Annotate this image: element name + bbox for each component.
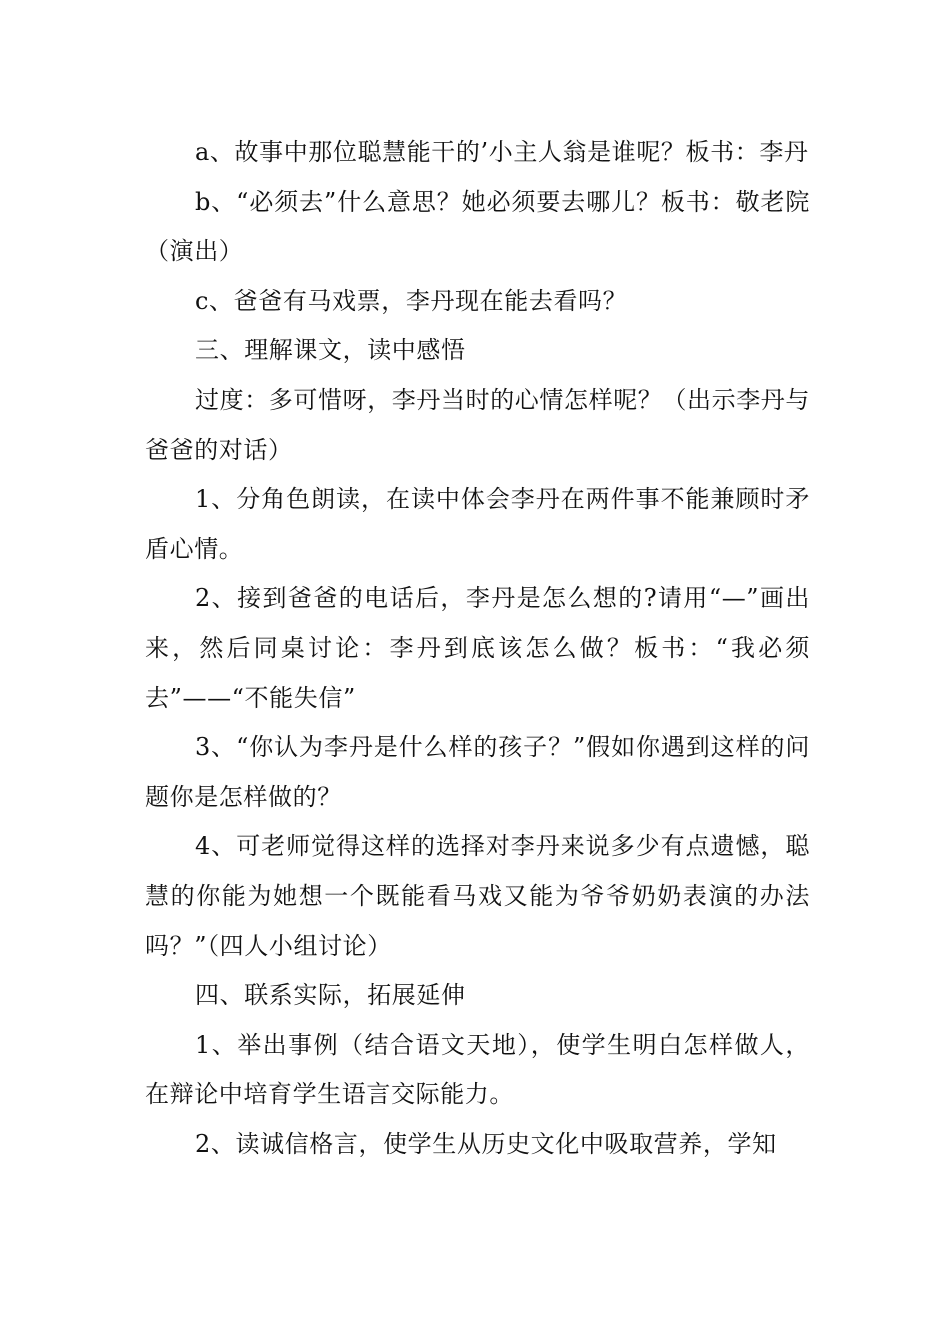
paragraph-item-5: 1、举出事例（结合语文天地），使学生明白怎样做人，在辩论中培育学生语言交际能力。	[145, 1030, 810, 1109]
paragraph-2: b、“必须去”什么意思？她必须要去哪儿？板书：敬老院（演出）	[145, 187, 810, 266]
paragraph-item-6: 2、读诚信格言，使学生从历史文化中吸取营养，学知	[195, 1129, 777, 1158]
paragraph-item-1: 1、分角色朗读，在读中体会李丹在两件事不能兼顾时矛盾心情。	[145, 485, 810, 563]
document-body	[145, 128, 810, 1169]
paragraph-item-3: 3、“你认为李丹是什么样的孩子？”假如你遇到这样的问题你是怎样做的？	[145, 733, 810, 811]
paragraph-1: a、故事中那位聪慧能干的’小主人翁是谁呢？板书：李丹	[195, 138, 809, 166]
paragraph-transition: 过度：多可惜呀，李丹当时的心情怎样呢？（出示李丹与爸爸的对话）	[145, 385, 810, 464]
section-heading-3: 三、理解课文，读中感悟	[195, 336, 466, 365]
paragraph-item-2: 2、接到爸爸的电话后，李丹是怎么想的?请用“—”画出来，然后同桌讨论：李丹到底该怎么做？板书：“我必须去”——“不能失信”	[145, 584, 810, 712]
section-heading-4: 四、联系实际，拓展延伸	[195, 981, 466, 1010]
paragraph-3: c、爸爸有马戏票，李丹现在能去看吗？	[195, 286, 628, 315]
paragraph-item-4: 4、可老师觉得这样的选择对李丹来说多少有点遗憾，聪慧的你能为她想一个既能看马戏又能为爷爷奶奶表演的办法吗？”（四人小组讨论）	[145, 832, 810, 960]
